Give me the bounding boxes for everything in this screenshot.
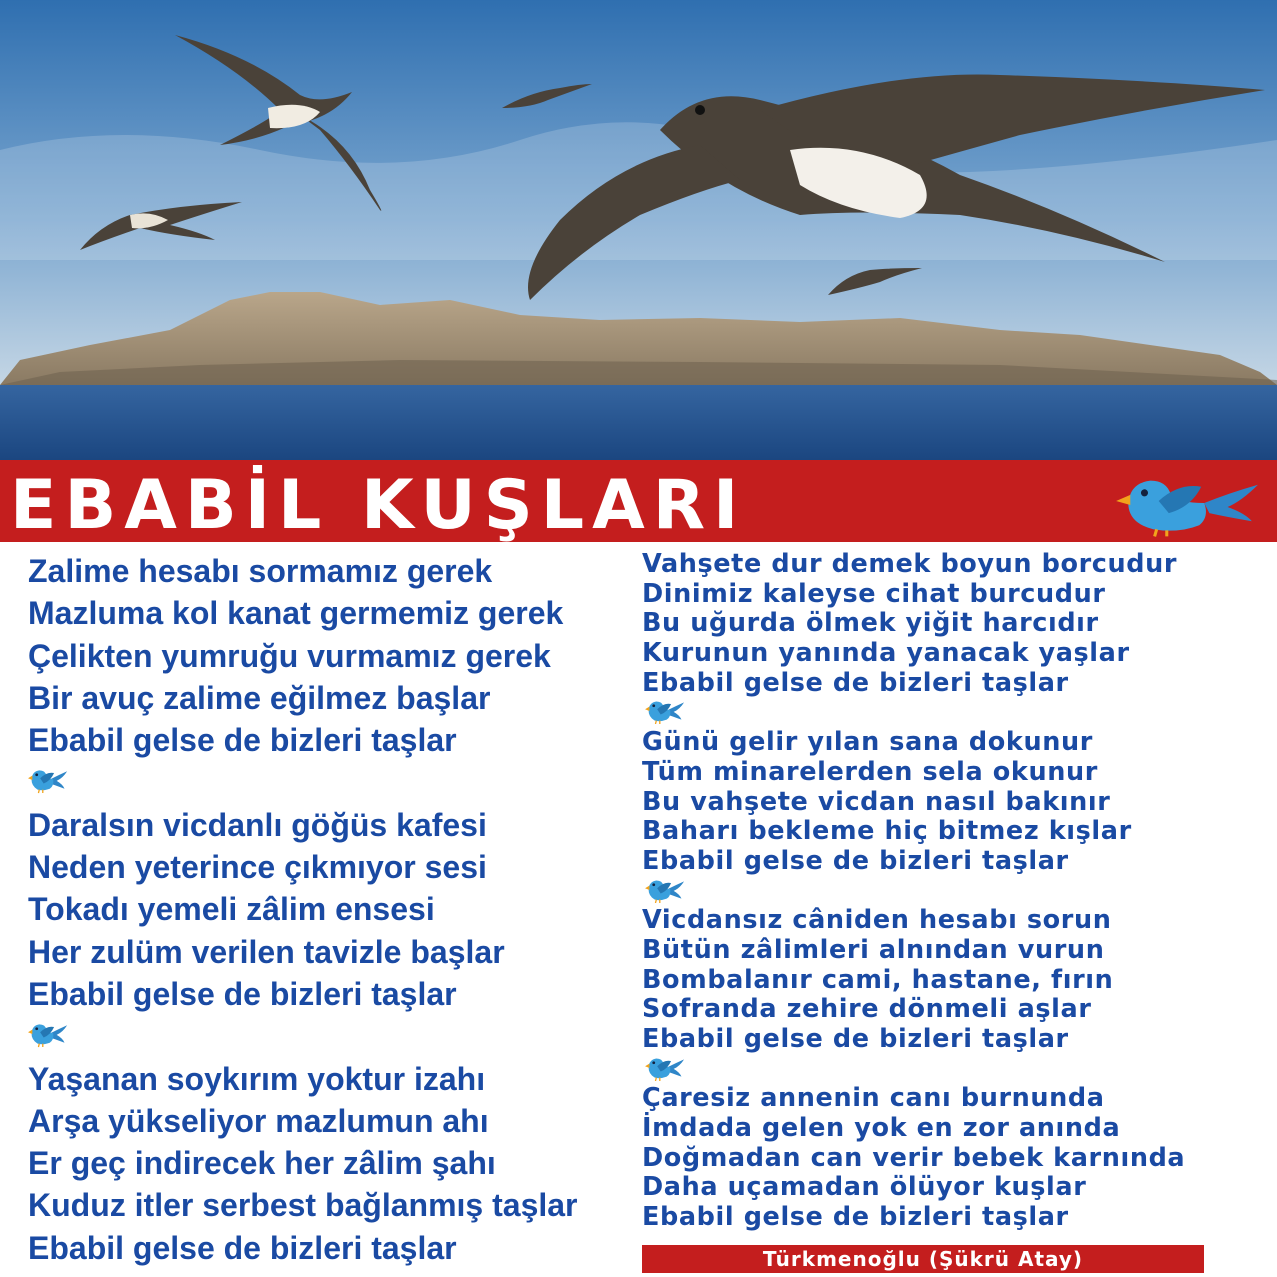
poem-line: Çelikten yumruğu vurmamız gerek xyxy=(28,637,551,674)
header-photo-swifts-over-island xyxy=(0,0,1277,460)
poem-line: Ebabil gelse de bizleri taşlar xyxy=(642,1024,1069,1054)
bird-icon xyxy=(28,763,68,807)
poem-line: Her zulüm verilen tavizle başlar xyxy=(28,933,505,970)
stanza-separator xyxy=(642,698,1272,728)
poem-line: Kurunun yanında yanacak yaşlar xyxy=(642,638,1130,669)
poem-line: Arşa yükseliyor mazlumun ahı xyxy=(28,1102,489,1139)
poem-line: Bu vahşete vicdan nasıl bakınır xyxy=(642,786,1111,817)
poem-line: İmdada gelen yok en zor anında xyxy=(642,1113,1121,1144)
bird-icon xyxy=(28,1017,68,1061)
stanza-separator xyxy=(642,877,1272,907)
poem-line: Neden yeterince çıkmıyor sesi xyxy=(28,849,487,886)
poem-left-column xyxy=(28,550,628,1269)
poem-line: Ebabil gelse de bizleri taşlar xyxy=(642,845,1069,876)
poem-line: Dinimiz kaleyse cihat burcudur xyxy=(642,578,1106,609)
poem-line: Mazluma kol kanat germemiz gerek xyxy=(28,595,564,632)
poem-line: Daha uçamadan ölüyor kuşlar xyxy=(642,1172,1087,1203)
poem-line: Vicdansız câniden hesabı sorun xyxy=(642,905,1112,936)
poem-right-column xyxy=(642,550,1272,1233)
poem-line: Sofranda zehire dönmeli aşlar xyxy=(642,994,1092,1025)
bird-icon xyxy=(1108,472,1260,538)
poem-line: Daralsın vicdanlı göğüs kafesi xyxy=(28,806,487,843)
poem-line: Tokadı yemeli zâlim ensesi xyxy=(28,891,435,928)
poem-line: Vahşete dur demek boyun borcudur xyxy=(642,549,1178,579)
poem-line: Baharı bekleme hiç bitmez kışlar xyxy=(642,816,1132,847)
poem-line: Tüm minarelerden sela okunur xyxy=(642,756,1098,787)
poem-line: Doğmadan can verir bebek karnında xyxy=(642,1142,1186,1173)
poem-line: Bir avuç zalime eğilmez başlar xyxy=(28,679,491,716)
author-signature: Türkmenoğlu (Şükrü Atay) xyxy=(642,1245,1204,1273)
poem-line: Ebabil gelse de bizleri taşlar xyxy=(642,1202,1069,1233)
poem-line: Bombalanır cami, hastane, fırın xyxy=(642,964,1114,995)
stanza-separator xyxy=(28,761,628,803)
poem-line: Çaresiz annenin canı burnunda xyxy=(642,1083,1105,1114)
poem-line: Zalime hesabı sormamız gerek xyxy=(28,553,493,589)
poem-line: Ebabil gelse de bizleri taşlar xyxy=(642,667,1069,698)
poem-line: Yaşanan soykırım yoktur izahı xyxy=(28,1060,486,1097)
poem-line: Günü gelir yılan sana dokunur xyxy=(642,727,1093,758)
poem-line: Ebabil gelse de bizleri taşlar xyxy=(28,975,457,1012)
poem-line: Er geç indirecek her zâlim şahı xyxy=(28,1145,496,1182)
banner-title: EBABİL KUŞLARI xyxy=(10,466,747,545)
poem-line: Kuduz itler serbest bağlanmış taşlar xyxy=(28,1187,578,1224)
stanza-separator xyxy=(642,1055,1272,1085)
poem-line: Ebabil gelse de bizleri taşlar xyxy=(28,722,457,759)
poem-line: Bütün zâlimleri alnından vurun xyxy=(642,934,1105,965)
poem-line: Bu uğurda ölmek yiğit harcıdır xyxy=(642,608,1099,639)
poem-line: Ebabil gelse de bizleri taşlar xyxy=(28,1229,457,1266)
sea xyxy=(0,385,1277,460)
stanza-separator xyxy=(28,1015,628,1057)
